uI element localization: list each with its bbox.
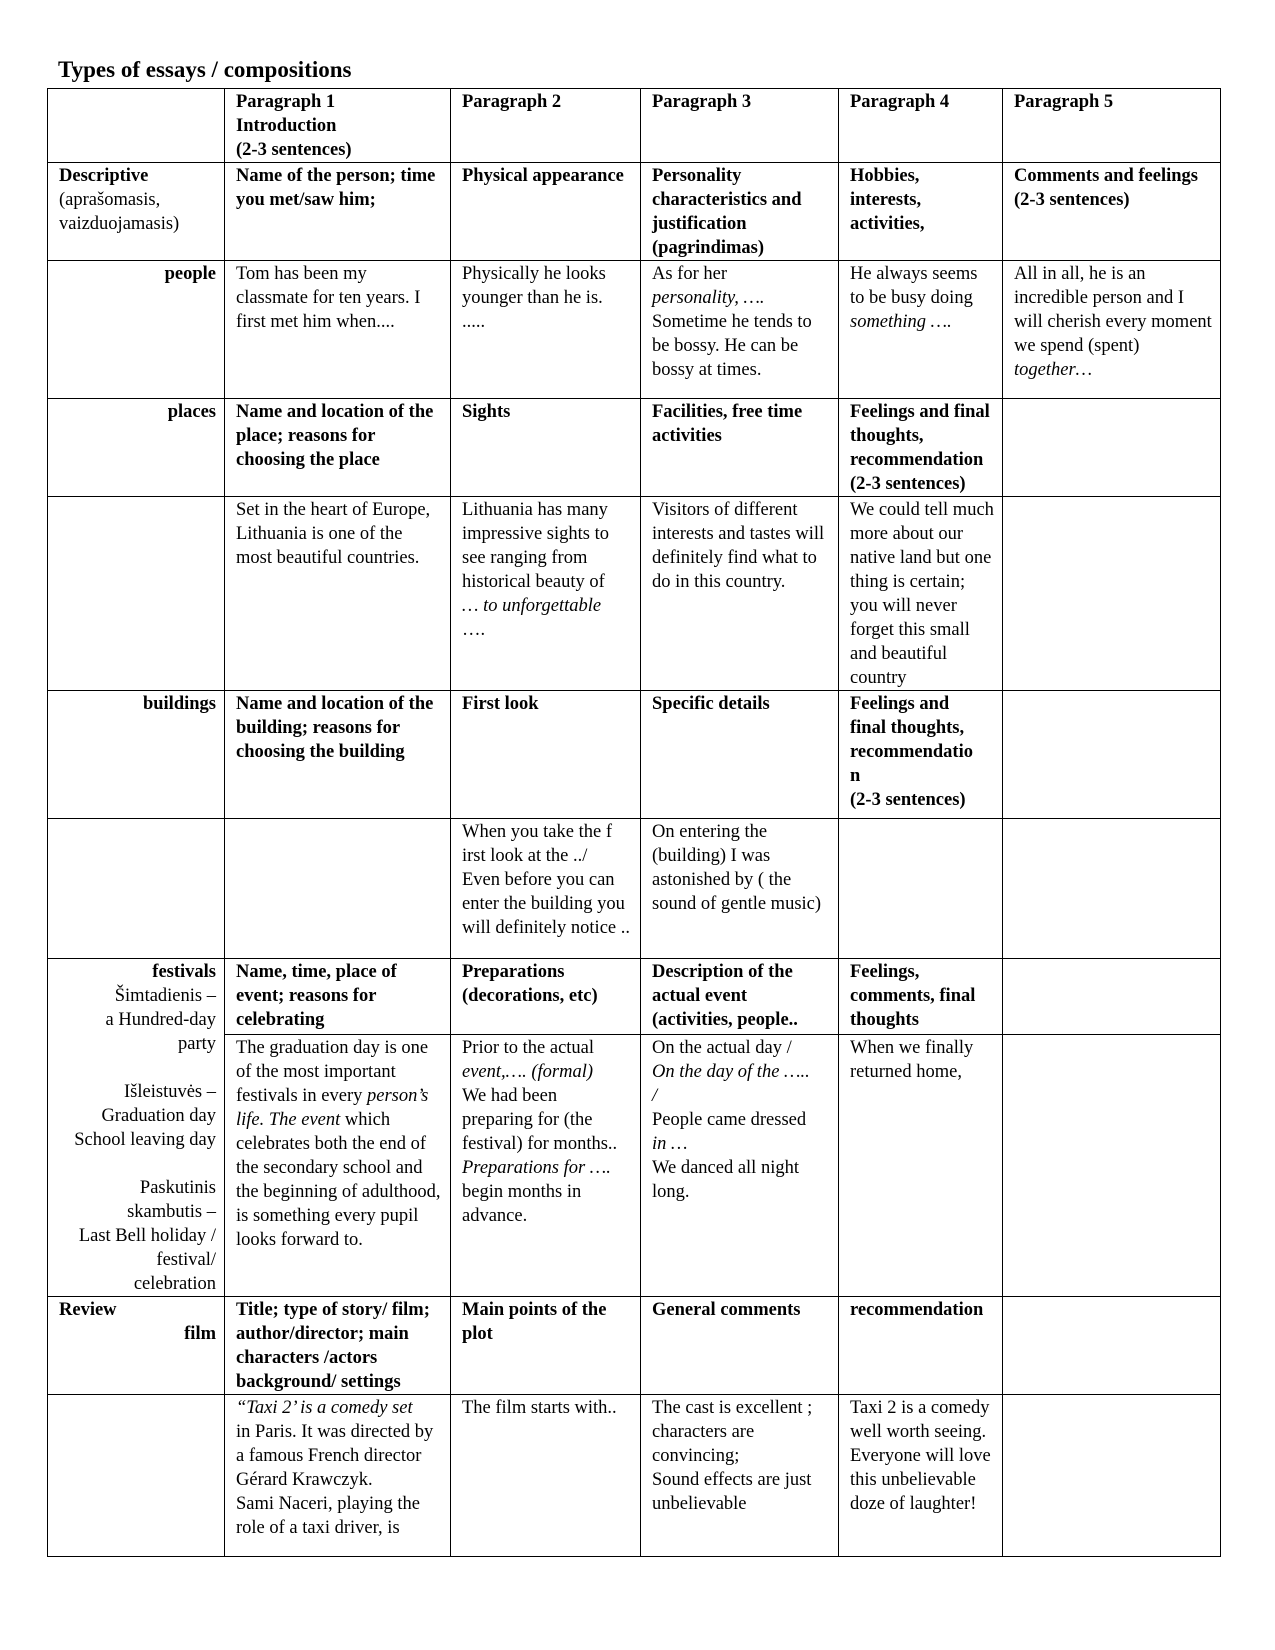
header-corner-cell (48, 89, 225, 163)
buildings-heading-3: Specific details (641, 691, 839, 819)
header-paragraph-1: Paragraph 1 Introduction (2-3 sentences) (225, 89, 451, 163)
buildings-example-4-empty (839, 819, 1003, 959)
header-paragraph-3: Paragraph 3 (641, 89, 839, 163)
descriptive-type-cell: Descriptive (aprašomasis, vaizduojamasis) (48, 163, 225, 261)
places-label-empty (48, 497, 225, 691)
film-heading-2: Main points of the plot (451, 1297, 641, 1395)
type-descriptive: Descriptive (59, 166, 149, 186)
festivals-example-5-empty (1003, 1034, 1221, 1296)
places-heading-5-empty (1003, 399, 1221, 497)
festivals-example-1: The graduation day is one of the most important festivals in every person’s life. The event which celebrates both the end of the secondary school and the beginning of adulthood, is something every pupil looks forward to. (225, 1034, 451, 1296)
people-example-row (48, 261, 1221, 399)
row-label-places: places (48, 399, 225, 497)
festivals-example-4: When we finally returned home, (839, 1034, 1003, 1296)
places-heading-row (48, 399, 1221, 497)
film-heading-row (48, 1297, 1221, 1395)
people-heading-3: Personality characteristics and justification (pagrindimas) (641, 163, 839, 261)
film-example-4: Taxi 2 is a comedy well worth seeing. Everyone will love this unbelievable doze of laughter! (839, 1395, 1003, 1557)
film-heading-3: General comments (641, 1297, 839, 1395)
places-heading-1: Name and location of the place; reasons for choosing the place (225, 399, 451, 497)
people-heading-row (48, 163, 1221, 261)
people-example-2: Physically he looks younger than he is. ..... (451, 261, 641, 399)
people-heading-2: Physical appearance (451, 163, 641, 261)
festivals-example-3: On the actual day / On the day of the ….. / People came dressed in … We danced all night long. (641, 1034, 839, 1296)
film-example-3: The cast is excellent ; characters are convincing; Sound effects are just unbelievable (641, 1395, 839, 1557)
buildings-heading-2: First look (451, 691, 641, 819)
row-label-people: people (48, 261, 225, 399)
places-example-5-empty (1003, 497, 1221, 691)
film-heading-1: Title; type of story/ film; author/director; main characters /actors background/ settings (225, 1297, 451, 1395)
header-paragraph-2: Paragraph 2 (451, 89, 641, 163)
people-example-1: Tom has been my classmate for ten years. I first met him when.... (225, 261, 451, 399)
festivals-label-cell: festivals Šimtadienis – a Hundred-day party Išleistuvės – Graduation day School leaving day Paskutinis skambutis – Last Bell holiday / festival/ celebration (48, 959, 225, 1297)
buildings-example-2: When you take the f irst look at the ../ Even before you can enter the building you will definitely notice .. (451, 819, 641, 959)
buildings-example-5-empty (1003, 819, 1221, 959)
film-example-row (48, 1395, 1221, 1557)
review-type-cell (48, 1297, 225, 1395)
buildings-heading-4: Feelings and final thoughts, recommendatio n (2-3 sentences) (839, 691, 1003, 819)
festivals-heading-1: Name, time, place of event; reasons for celebrating (225, 959, 451, 1035)
row-label-buildings: buildings (48, 691, 225, 819)
festivals-example-2: Prior to the actual event,…. (formal) We had been preparing for (the festival) for months.. Preparations for …. begin months in advance. (451, 1034, 641, 1296)
film-heading-4: recommendation (839, 1297, 1003, 1395)
buildings-example-row (48, 819, 1221, 959)
header-row (48, 89, 1221, 163)
header-paragraph-5: Paragraph 5 (1003, 89, 1221, 163)
header-paragraph-4: Paragraph 4 (839, 89, 1003, 163)
people-heading-4: Hobbies, interests, activities, (839, 163, 1003, 261)
buildings-example-3: On entering the (building) I was astonished by ( the sound of gentle music) (641, 819, 839, 959)
film-example-1: “Taxi 2’ is a comedy set in Paris. It was directed by a famous French director Gérard Krawczyk. Sami Naceri, playing the role of a taxi driver, is (225, 1395, 451, 1557)
festivals-heading-5-empty (1003, 959, 1221, 1035)
festivals-heading-4: Feelings, comments, final thoughts (839, 959, 1003, 1035)
people-heading-5: Comments and feelings (2-3 sentences) (1003, 163, 1221, 261)
places-heading-3: Facilities, free time activities (641, 399, 839, 497)
buildings-heading-1: Name and location of the building; reasons for choosing the building (225, 691, 451, 819)
places-example-1: Set in the heart of Europe, Lithuania is one of the most beautiful countries. (225, 497, 451, 691)
festivals-heading-row (48, 959, 1221, 1035)
page-title: Types of essays / compositions (58, 57, 352, 82)
people-heading-1: Name of the person; time you met/saw him; (225, 163, 451, 261)
buildings-heading-5-empty (1003, 691, 1221, 819)
festivals-heading-2: Preparations (decorations, etc) (451, 959, 641, 1035)
people-example-4: He always seems to be busy doing something …. (839, 261, 1003, 399)
essay-types-table (47, 88, 1221, 1557)
places-example-3: Visitors of different interests and tastes will definitely find what to do in this country. (641, 497, 839, 691)
buildings-example-1-empty (225, 819, 451, 959)
festivals-heading-3: Description of the actual event (activities, people.. (641, 959, 839, 1035)
places-example-4: We could tell much more about our native land but one thing is certain; you will never forget this small and beautiful country (839, 497, 1003, 691)
film-label-empty (48, 1395, 225, 1557)
people-example-5: All in all, he is an incredible person and I will cherish every moment we spend (spent) together… (1003, 261, 1221, 399)
row-label-film: film (184, 1324, 216, 1344)
type-review: Review (59, 1300, 117, 1320)
film-heading-5-empty (1003, 1297, 1221, 1395)
row-label-festivals: festivals (152, 962, 216, 982)
people-example-3: As for her personality, …. Sometime he tends to be bossy. He can be bossy at times. (641, 261, 839, 399)
buildings-heading-row (48, 691, 1221, 819)
places-example-row (48, 497, 1221, 691)
film-example-2: The film starts with.. (451, 1395, 641, 1557)
buildings-label-empty (48, 819, 225, 959)
film-example-5-empty (1003, 1395, 1221, 1557)
places-example-2: Lithuania has many impressive sights to see ranging from historical beauty of … to unforgettable …. (451, 497, 641, 691)
places-heading-2: Sights (451, 399, 641, 497)
places-heading-4: Feelings and final thoughts, recommendation (2-3 sentences) (839, 399, 1003, 497)
